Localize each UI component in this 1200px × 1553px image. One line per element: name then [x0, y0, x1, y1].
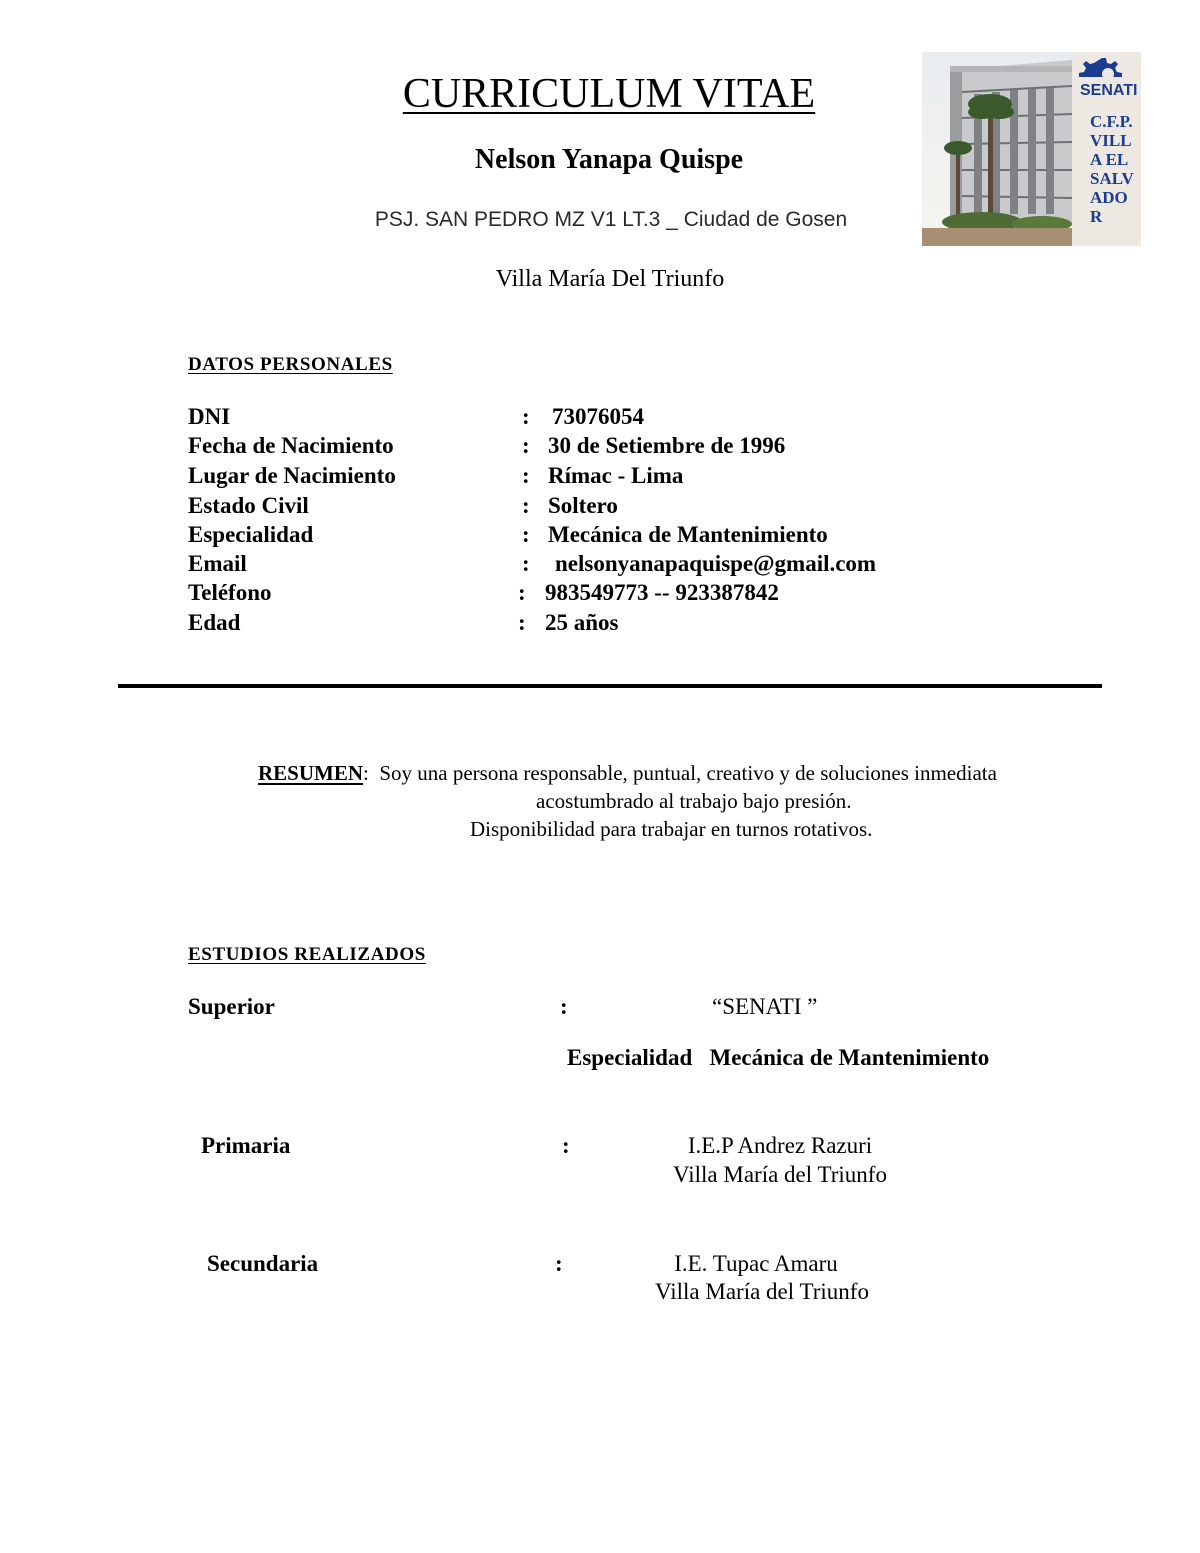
data-row-phone	[0, 580, 1200, 610]
candidate-name: Nelson Yanapa Quispe	[474, 144, 744, 175]
data-separator: :	[522, 493, 530, 518]
logo-caption-line: ADO	[1090, 188, 1128, 207]
study-separator: :	[555, 1251, 563, 1276]
data-label: DNI	[188, 404, 231, 429]
data-value: nelsonyanapaquispe@gmail.com	[555, 551, 877, 576]
logo-caption-line: R	[1090, 207, 1103, 226]
address-line: PSJ. SAN PEDRO MZ V1 LT.3 _ Ciudad de Gosen	[374, 208, 848, 231]
data-label: Edad	[188, 610, 241, 635]
data-label: Fecha de Nacimiento	[188, 433, 394, 458]
logo-caption-line: A EL	[1090, 150, 1129, 169]
personal-data-heading: DATOS PERSONALES	[188, 354, 393, 375]
data-separator: :	[518, 610, 526, 635]
data-label: Email	[188, 551, 247, 576]
data-row-dni	[0, 404, 1200, 434]
logo-caption-line: VILL	[1090, 131, 1132, 150]
specialty-value: Mecánica de Mantenimiento	[709, 1045, 990, 1070]
summary-line-3: Disponibilidad para trabajar en turnos rotativos.	[470, 817, 873, 841]
study-superior-specialty	[567, 1045, 989, 1071]
data-separator: :	[522, 404, 530, 429]
data-label: Estado Civil	[188, 493, 309, 518]
data-value: 73076054	[552, 404, 644, 429]
summary-colon: :	[363, 761, 380, 785]
data-separator: :	[522, 463, 530, 488]
data-row-age	[0, 610, 1200, 640]
data-separator: :	[522, 522, 530, 547]
study-superior-institution: “SENATI ”	[712, 994, 818, 1019]
study-superior-label: Superior	[188, 994, 275, 1019]
logo-caption-line: C.F.P.	[1090, 112, 1133, 131]
data-separator: :	[522, 433, 530, 458]
logo-caption	[1090, 112, 1134, 226]
data-row-birth-place	[0, 463, 1200, 493]
senati-building-logo	[922, 52, 1141, 246]
study-primaria-institution: I.E.P Andrez Razuri	[687, 1133, 873, 1158]
study-separator: :	[560, 994, 568, 1019]
summary-text: Soy una persona responsable, puntual, creativo y de soluciones inmediata	[379, 761, 997, 785]
data-value: 983549773 -- 923387842	[545, 580, 779, 605]
data-row-email	[0, 551, 1200, 581]
study-secundaria-label: Secundaria	[207, 1251, 319, 1276]
data-row-birth-date	[0, 433, 1200, 463]
data-label: Especialidad	[188, 522, 314, 547]
study-secundaria-institution: I.E. Tupac Amaru	[674, 1251, 838, 1276]
data-row-specialty	[0, 522, 1200, 552]
study-secundaria-location: Villa María del Triunfo	[655, 1279, 869, 1304]
section-divider	[118, 684, 1102, 688]
data-label: Lugar de Nacimiento	[188, 463, 396, 488]
data-separator: :	[518, 580, 526, 605]
data-value: 30 de Setiembre de 1996	[548, 433, 786, 458]
data-value: Soltero	[548, 493, 618, 518]
logo-caption-line: SALV	[1090, 169, 1134, 188]
data-value: Mecánica de Mantenimiento	[548, 522, 828, 547]
data-value: Rímac - Lima	[548, 463, 684, 488]
city-line: Villa María Del Triunfo	[495, 266, 725, 292]
data-separator: :	[522, 551, 530, 576]
study-separator: :	[562, 1133, 570, 1158]
summary-label: RESUMEN	[258, 761, 364, 785]
senati-brand: SENATI	[1080, 82, 1138, 99]
summary-line-1	[258, 761, 997, 786]
summary-line-2: acostumbrado al trabajo bajo presión.	[536, 789, 852, 813]
studies-heading: ESTUDIOS REALIZADOS	[188, 944, 426, 965]
study-primaria-label: Primaria	[201, 1133, 291, 1158]
data-value: 25 años	[545, 610, 619, 635]
study-primaria-location: Villa María del Triunfo	[673, 1162, 887, 1187]
specialty-label: Especialidad	[567, 1045, 693, 1070]
data-label: Teléfono	[188, 580, 272, 605]
cv-title: CURRICULUM VITAE	[402, 71, 816, 117]
data-row-civil-status	[0, 493, 1200, 523]
